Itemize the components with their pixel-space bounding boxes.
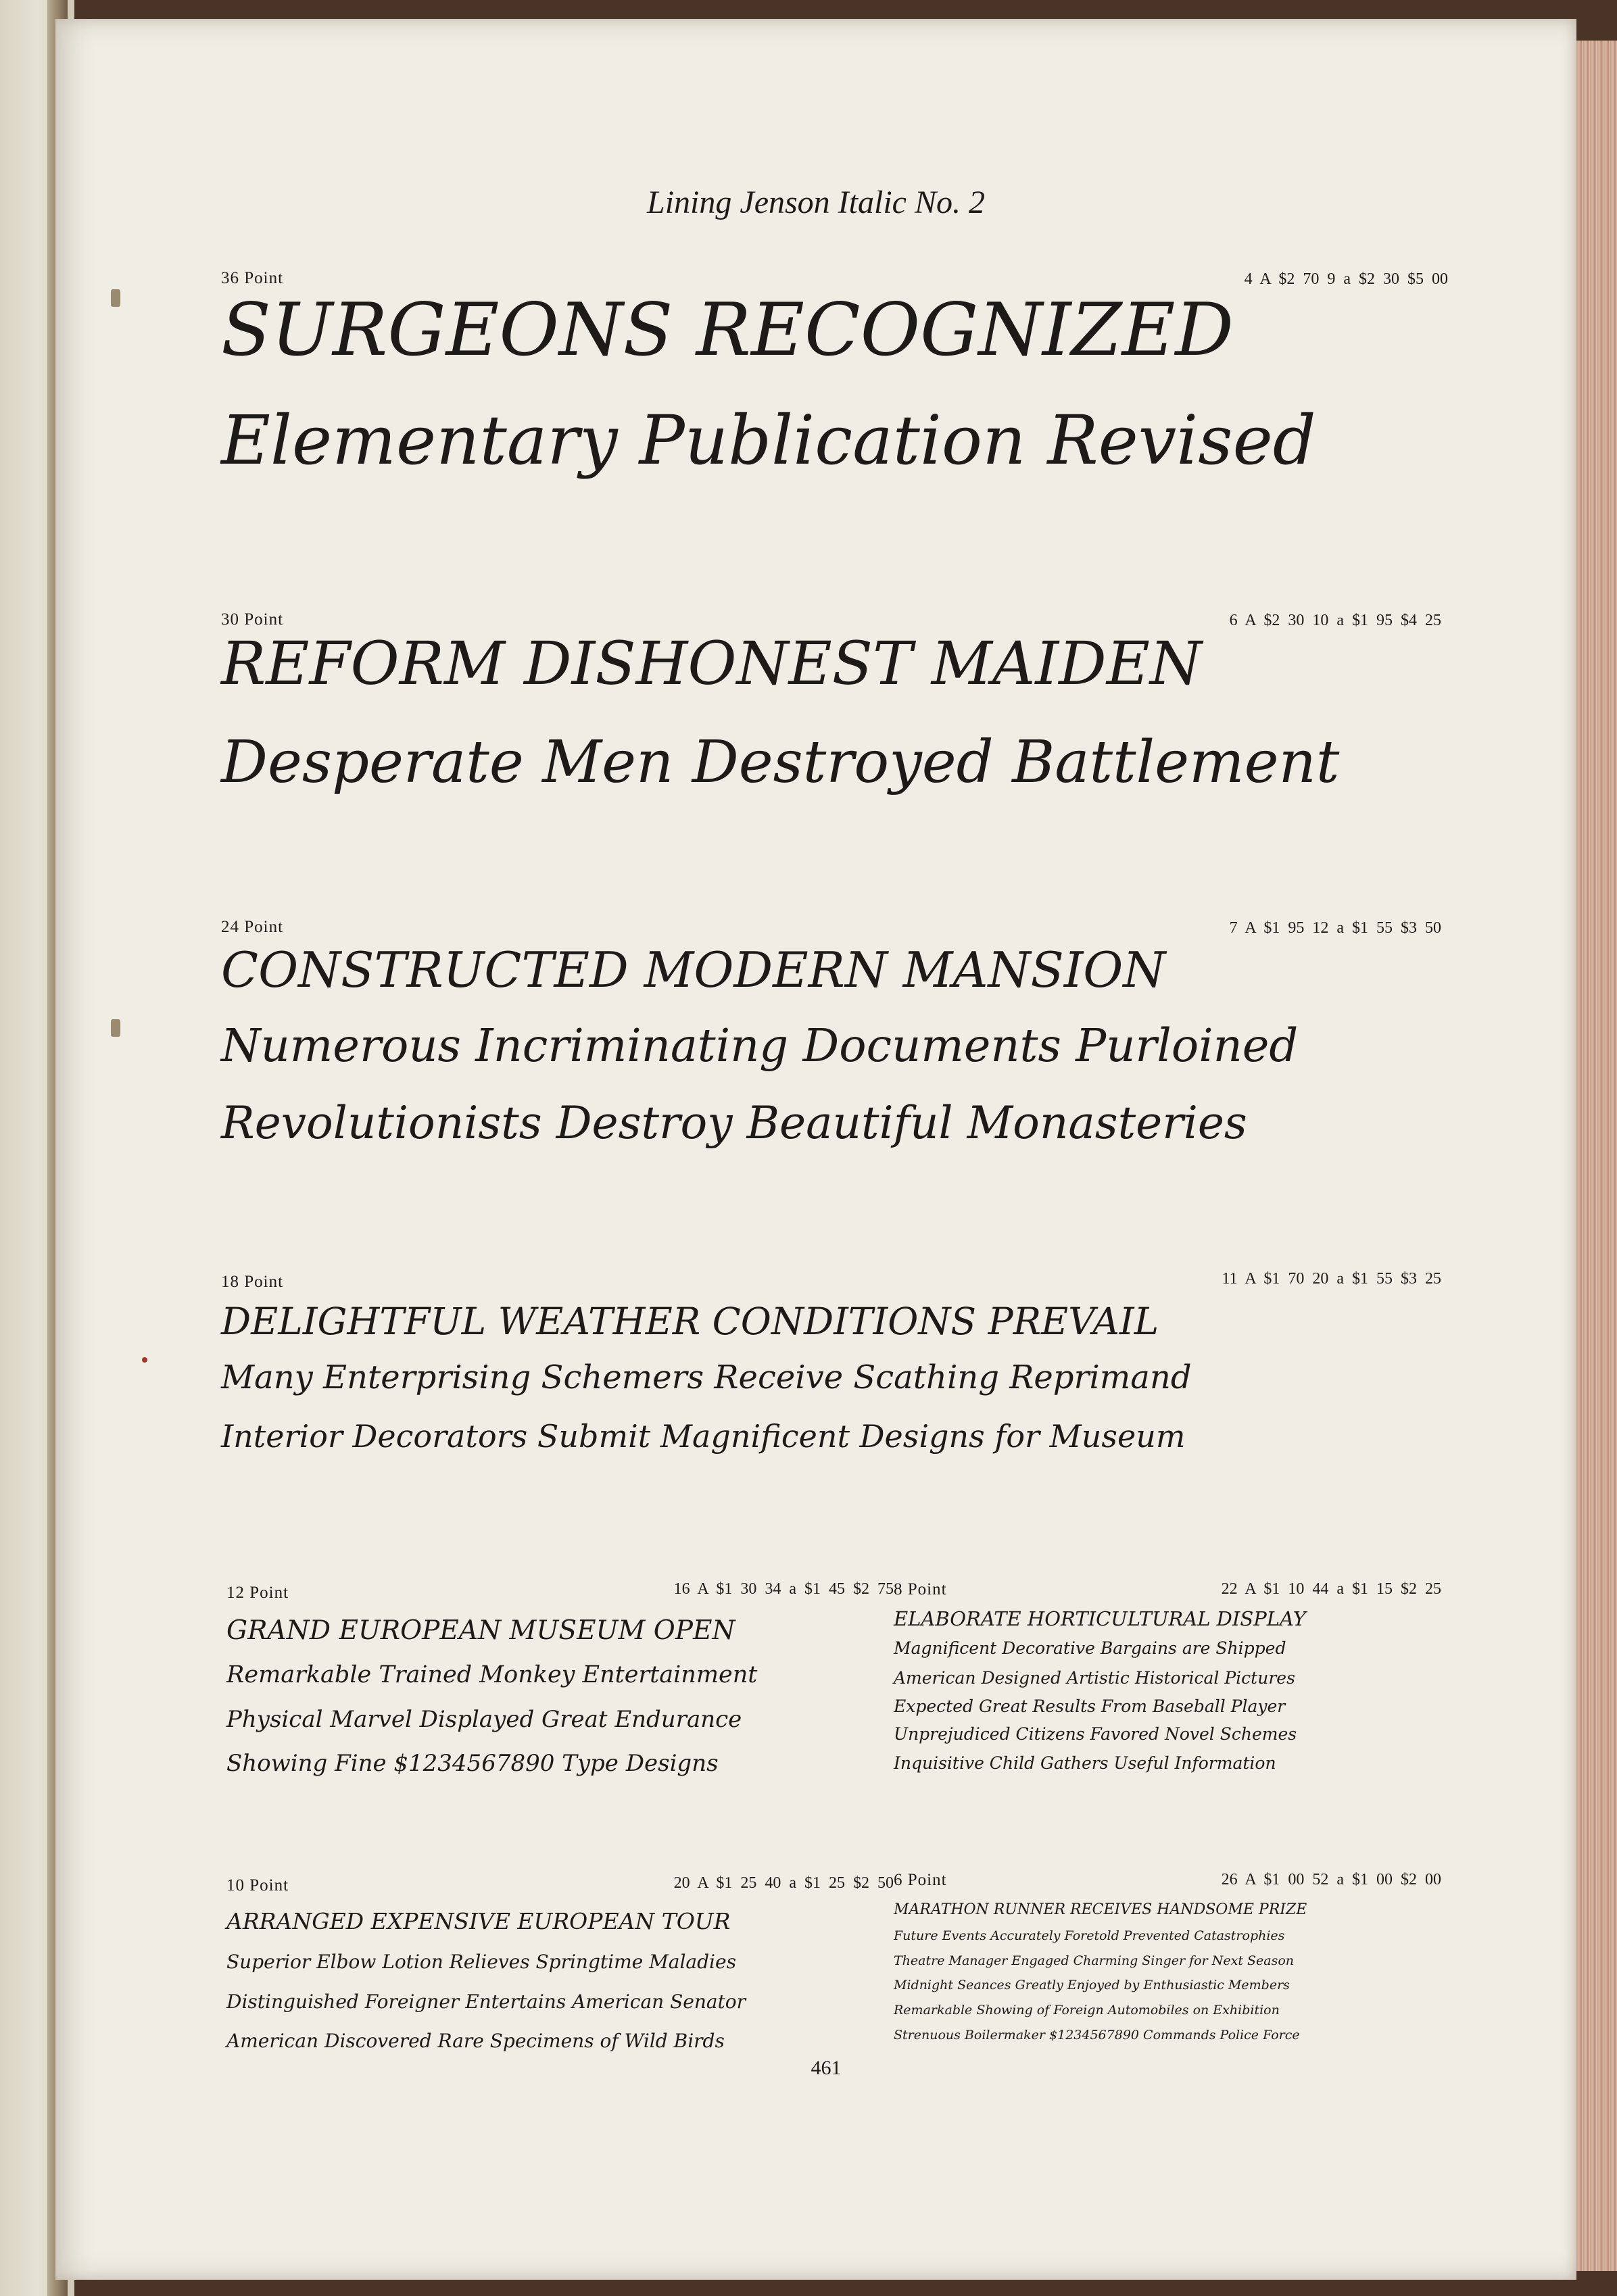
specimen-line: Remarkable Trained Monkey Entertainment — [226, 1661, 758, 1688]
specimen-line: Showing Fine $1234567890 Type Designs — [226, 1750, 719, 1777]
specimen-line: American Discovered Rare Specimens of Wild Birds — [226, 2030, 725, 2052]
specimen-line: Strenuous Boilermaker $1234567890 Commands Police Force — [894, 2028, 1300, 2043]
specimen-line: REFORM DISHONEST MAIDEN — [221, 629, 1202, 698]
specimen-line: Magnificent Decorative Bargains are Shipped — [894, 1638, 1286, 1658]
page-number: 461 — [811, 2057, 842, 2079]
specimen-line: Superior Elbow Lotion Relieves Springtime Maladies — [226, 1951, 736, 1973]
binding-thread-mark — [111, 1019, 120, 1037]
specimen-line: Revolutionists Destroy Beautiful Monasteries — [221, 1097, 1247, 1149]
price-30: 6 A $2 30 10 a $1 95 $4 25 — [1229, 612, 1441, 629]
price-12: 16 A $1 30 34 a $1 45 $2 75 — [673, 1580, 894, 1598]
specimen-line: Theatre Manager Engaged Charming Singer for Next Season — [894, 1953, 1295, 1968]
specimen-line: Distinguished Foreigner Entertains American Senator — [226, 1990, 746, 2013]
specimen-line: DELIGHTFUL WEATHER CONDITIONS PREVAIL — [221, 1300, 1159, 1343]
specimen-line: Interior Decorators Submit Magnificent Designs for Museum — [221, 1418, 1186, 1455]
specimen-line: Remarkable Showing of Foreign Automobiles on Exhibition — [894, 2003, 1280, 2018]
specimen-line: Inquisitive Child Gathers Useful Information — [894, 1753, 1276, 1773]
binding-thread-mark — [111, 289, 120, 307]
specimen-line: ARRANGED EXPENSIVE EUROPEAN TOUR — [226, 1908, 731, 1934]
size-label-30: 30 Point — [221, 610, 284, 629]
specimen-page — [55, 19, 1576, 2280]
size-label-18: 18 Point — [221, 1273, 284, 1291]
price-24: 7 A $1 95 12 a $1 55 $3 50 — [1229, 919, 1441, 937]
size-label-6: 6 Point — [894, 1871, 947, 1889]
specimen-line: ELABORATE HORTICULTURAL DISPLAY — [894, 1607, 1306, 1630]
price-6: 26 A $1 00 52 a $1 00 $2 00 — [1221, 1871, 1441, 1888]
specimen-line: Numerous Incriminating Documents Purloined — [221, 1019, 1299, 1072]
price-8: 22 A $1 10 44 a $1 15 $2 25 — [1221, 1580, 1441, 1598]
specimen-line: MARATHON RUNNER RECEIVES HANDSOME PRIZE — [894, 1901, 1307, 1918]
specimen-line: Elementary Publication Revised — [221, 401, 1316, 480]
size-label-10: 10 Point — [226, 1876, 289, 1895]
specimen-line: SURGEONS RECOGNIZED — [221, 288, 1234, 372]
size-label-24: 24 Point — [221, 918, 284, 936]
specimen-line: Unprejudiced Citizens Favored Novel Schemes — [894, 1724, 1297, 1744]
specimen-line: CONSTRUCTED MODERN MANSION — [221, 942, 1166, 998]
specimen-line: Midnight Seances Greatly Enjoyed by Enthusiastic Members — [894, 1978, 1290, 1993]
specimen-line: American Designed Artistic Historical Pictures — [894, 1668, 1295, 1688]
size-label-12: 12 Point — [226, 1584, 289, 1602]
page-stack-edge — [1570, 41, 1617, 2271]
specimen-line: Desperate Men Destroyed Battlement — [221, 729, 1340, 796]
size-label-8: 8 Point — [894, 1580, 947, 1598]
specimen-line: GRAND EUROPEAN MUSEUM OPEN — [226, 1615, 735, 1646]
page-title: Lining Jenson Italic No. 2 — [647, 185, 985, 220]
specimen-line: Many Enterprising Schemers Receive Scathing Reprimand — [221, 1359, 1192, 1396]
price-18: 11 A $1 70 20 a $1 55 $3 25 — [1222, 1270, 1441, 1288]
specimen-line: Future Events Accurately Foretold Prevented Catastrophies — [894, 1928, 1285, 1943]
specimen-line: Physical Marvel Displayed Great Endurance — [226, 1706, 742, 1733]
size-label-36: 36 Point — [221, 269, 284, 287]
specimen-line: Expected Great Results From Baseball Player — [894, 1696, 1286, 1716]
ink-spot — [142, 1357, 147, 1363]
price-10: 20 A $1 25 40 a $1 25 $2 50 — [673, 1874, 894, 1892]
price-36: 4 A $2 70 9 a $2 30 $5 00 — [1244, 270, 1448, 288]
